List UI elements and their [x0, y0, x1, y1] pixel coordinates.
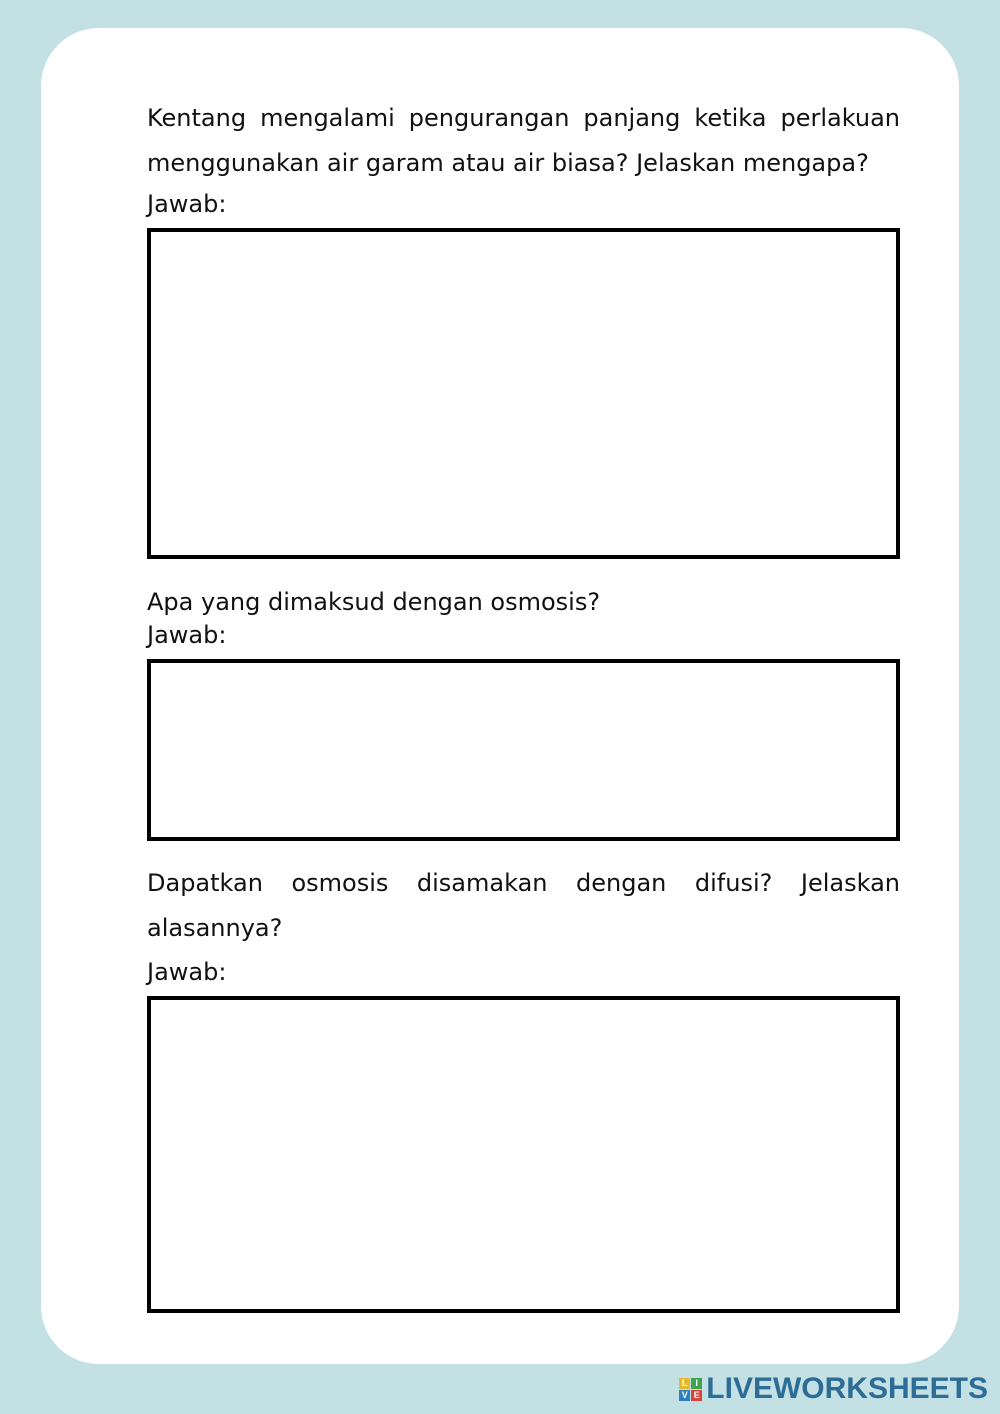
- liveworksheets-wordmark: LIVEWORKSHEETS: [706, 1372, 988, 1405]
- question-3-answer-label: Jawab:: [147, 958, 227, 986]
- logo-letter-v: V: [679, 1390, 690, 1401]
- question-1-answer-label: Jawab:: [147, 190, 227, 218]
- question-3-text: Dapatkan osmosis disamakan dengan difusi? Jelaskan alasannya?: [147, 869, 900, 942]
- question-2-answer-box[interactable]: [147, 659, 900, 841]
- question-2-text: Apa yang dimaksud dengan osmosis?: [147, 588, 601, 616]
- liveworksheets-brand[interactable]: [679, 1372, 988, 1406]
- logo-letter-i: I: [691, 1378, 702, 1389]
- logo-letter-l: L: [679, 1378, 690, 1389]
- logo-letter-e: E: [691, 1390, 702, 1401]
- question-1-text: Kentang mengalami pengurangan panjang ketika perlakuan menggunakan air garam atau air biasa? Jelaskan mengapa?: [147, 104, 900, 177]
- question-3-answer-box[interactable]: [147, 996, 900, 1313]
- question-2-answer-label: Jawab:: [147, 621, 227, 649]
- question-1-answer-box[interactable]: [147, 228, 900, 559]
- liveworksheets-logo-icon: [679, 1378, 702, 1401]
